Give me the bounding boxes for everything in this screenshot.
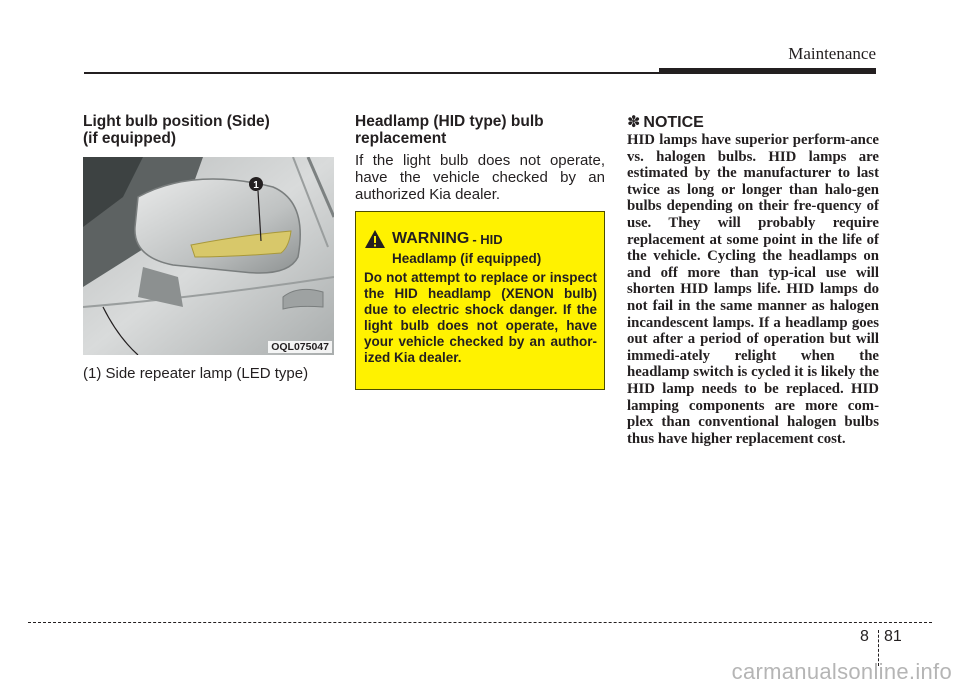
notice-body: HID lamps have superior perform-ance vs. halogen bulbs. HID lamps are estimated by the manufacturer to last twice as long or longer than halo-gen bulbs depending on their fre-quency of use. They will probably require replacement at some point in the life of the vehicle. Cycling the headlamps on and off more than typ-ical use will shorten HID lamps life. HID lamps do not fail in the same manner as halogen incandescent lamps. If a headlamp goes out after a period of operation but will immedi-ately relight when the headlamp switch is cycled it is likely the HID lamp needs to be replaced. HID lamping components are more com-plex than conventional halogen bulbs thus have higher replacement cost.: [627, 132, 879, 447]
warning-body: Do not attempt to replace or inspect the HID headlamp (XENON bulb) due to electric shock danger. If the light bulb does not operate, have your vehicle checked by an author-ized Kia dealer.: [364, 270, 597, 365]
warning-title: WARNING: [392, 230, 470, 247]
asterisk-icon: ✽: [627, 114, 641, 131]
callout-number: 1: [253, 180, 259, 191]
figure-code: OQL075047: [268, 341, 332, 353]
header-rule-thick: [659, 68, 876, 74]
notice-title: NOTICE: [643, 114, 704, 131]
page-number: 81: [884, 628, 902, 645]
hid-headlamp-heading-line2: replacement: [355, 130, 447, 147]
header-rule-thin: [84, 72, 659, 74]
warning-box: [355, 211, 605, 390]
watermark: carmanualsonline.info: [731, 659, 952, 684]
side-bulb-heading: [83, 113, 333, 147]
figure-caption: (1) Side repeater lamp (LED type): [83, 365, 309, 382]
section-title: Maintenance: [788, 44, 876, 63]
side-bulb-heading-line1: Light bulb position (Side): [83, 113, 270, 130]
hid-headlamp-heading: [355, 113, 605, 147]
side-mirror-illustration: [83, 157, 334, 355]
side-bulb-heading-line2: (if equipped): [83, 130, 176, 147]
side-mirror-photo: [83, 157, 334, 355]
notice-heading: [627, 112, 704, 132]
warning-title-suffix: - HID: [472, 231, 503, 247]
warning-subtitle: Headlamp (if equipped): [392, 251, 542, 266]
hid-headlamp-body: If the light bulb does not operate, have the vehicle checked by an authorized Kia dealer.: [355, 152, 605, 203]
warning-triangle-icon: [364, 229, 386, 249]
chapter-number: 8: [860, 628, 869, 645]
warning-header: [364, 229, 597, 249]
footer-rule: [28, 622, 932, 623]
hid-headlamp-heading-line1: Headlamp (HID type) bulb: [355, 113, 544, 130]
